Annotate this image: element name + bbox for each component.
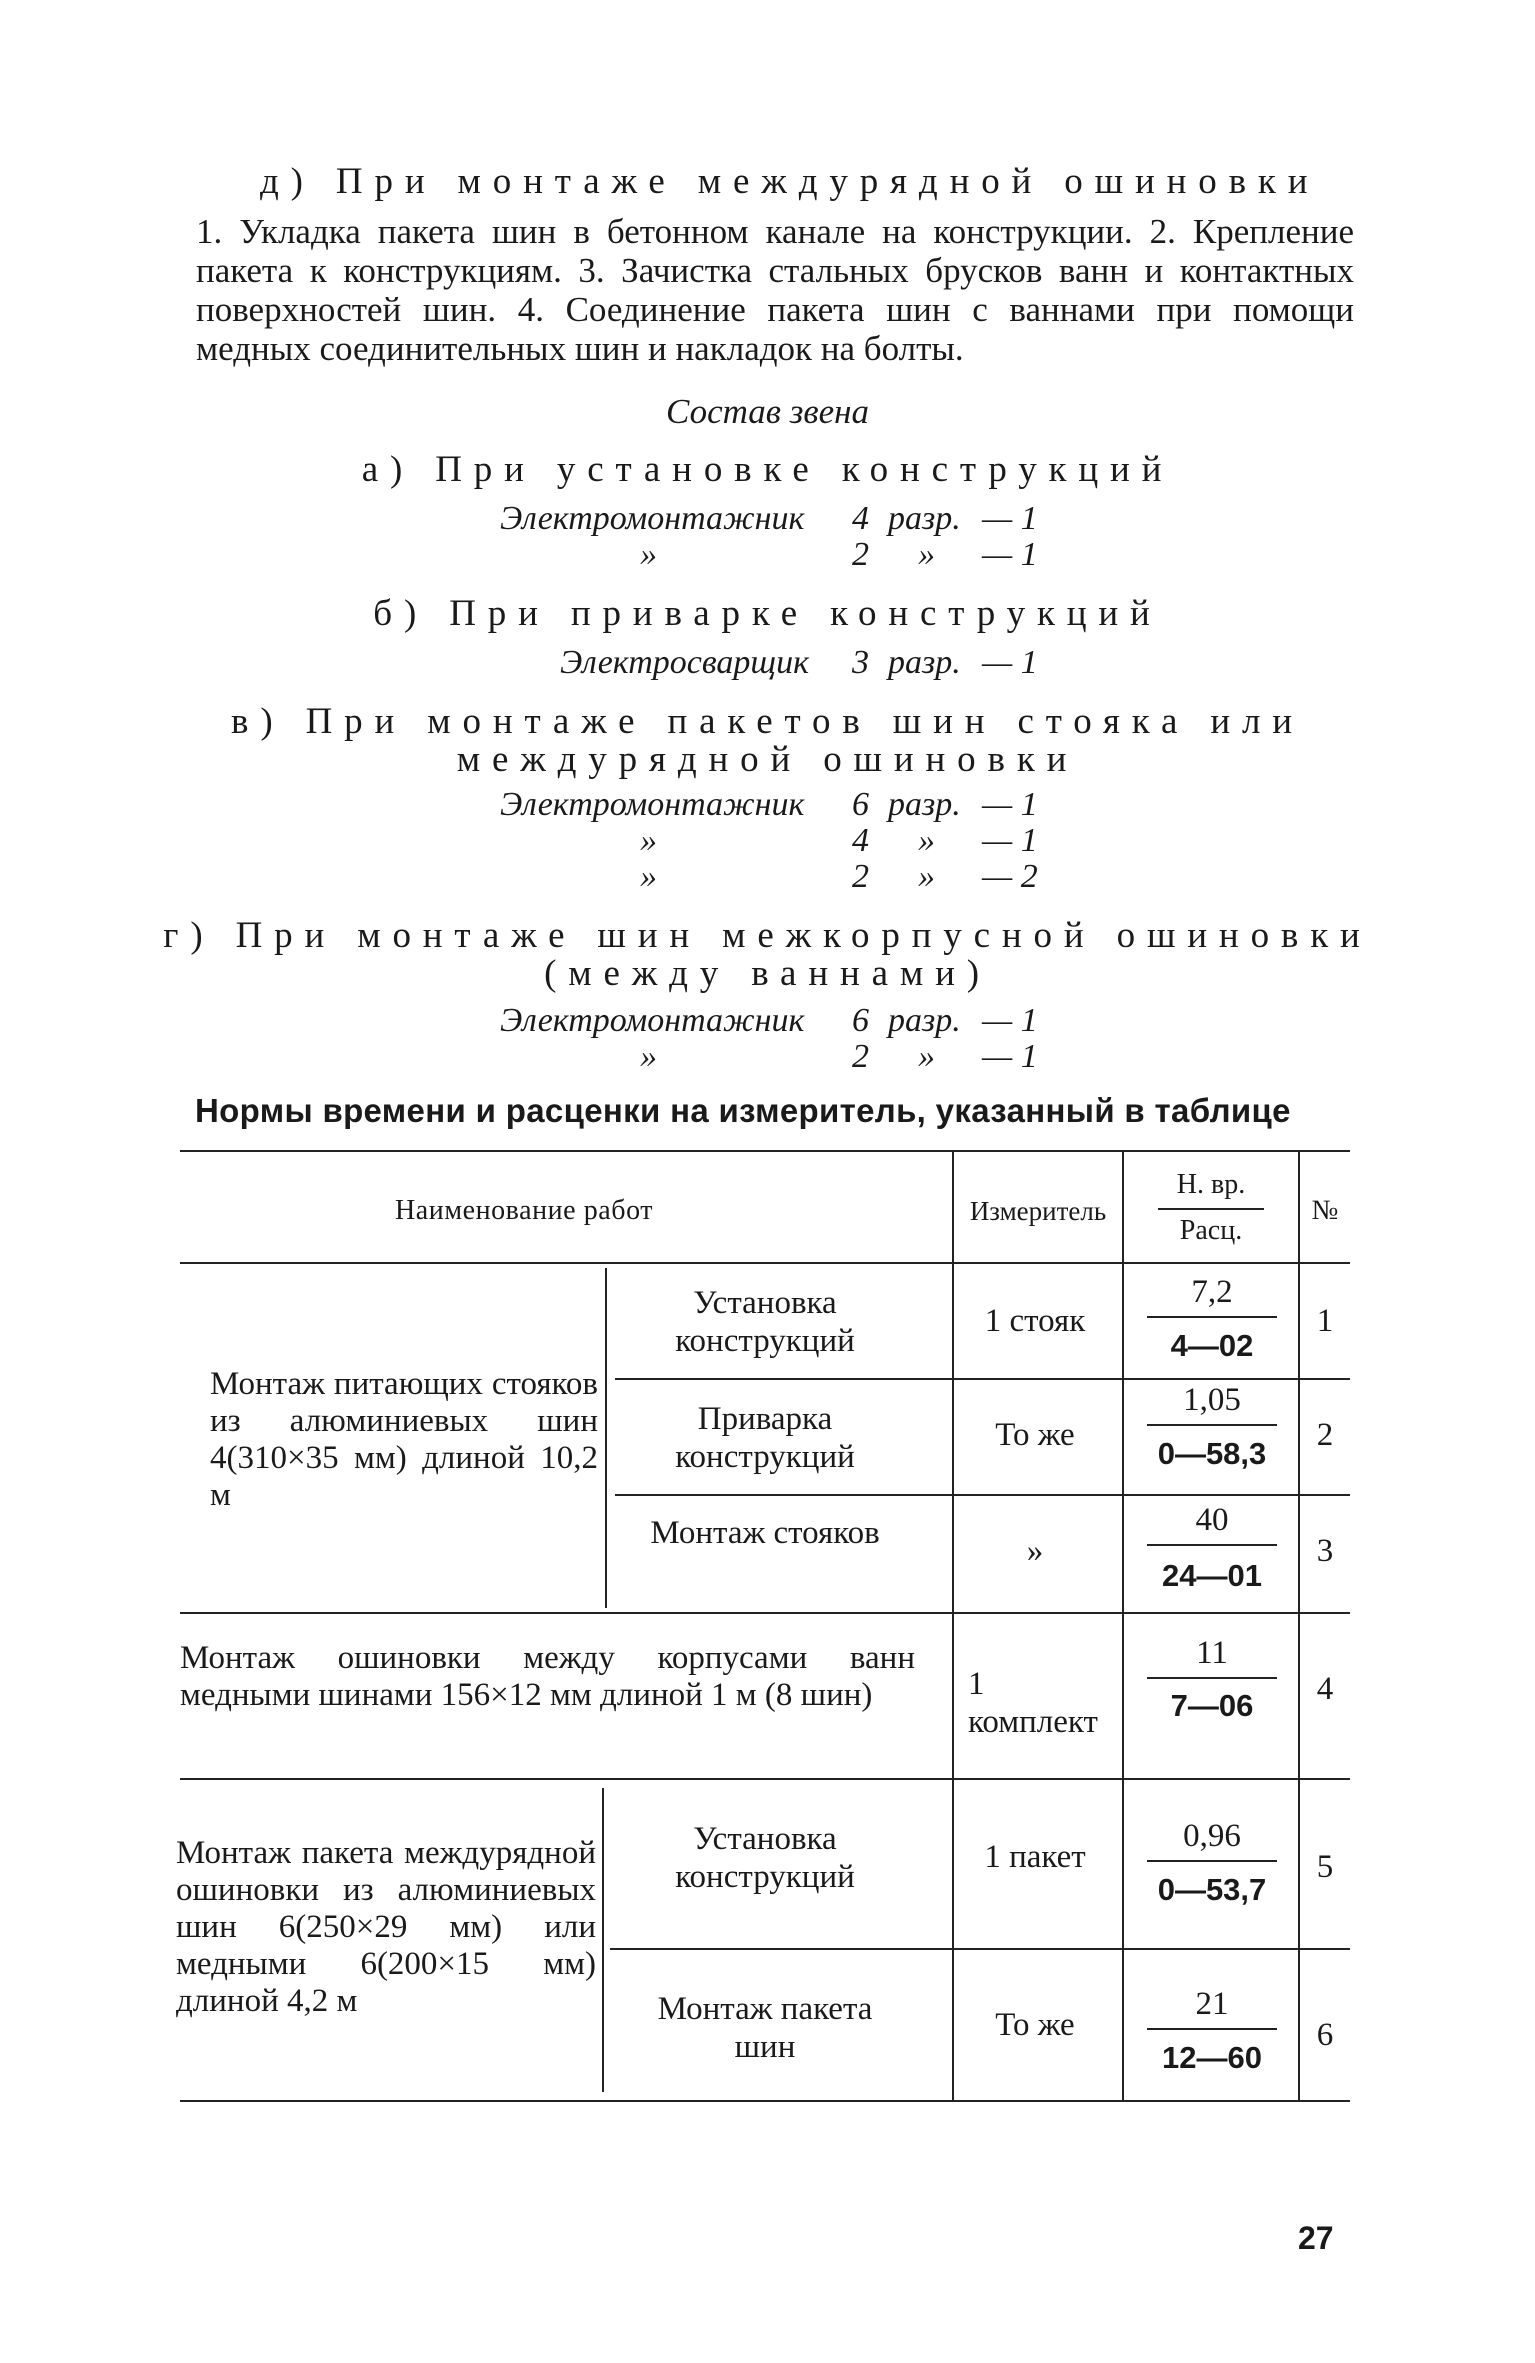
work-cell: Установка конструкций	[675, 1285, 855, 1359]
unit-cell: То же	[995, 1417, 1075, 1453]
price-value: 12—60	[1162, 2040, 1262, 2075]
unit-cell: 1 пакет	[984, 1839, 1086, 1875]
crew-group-b-heading: б) При приварке конструкций	[373, 593, 1162, 634]
norm-value: 7,2	[1191, 1274, 1233, 1310]
price-value: 0—58,3	[1157, 1436, 1267, 1471]
col-divider	[1298, 1150, 1300, 2102]
crew-line: » 2 » — 1	[640, 536, 1038, 573]
table-heading: Нормы времени и расценки на измеритель, указанный в таблице	[195, 1092, 1291, 1129]
header-unit: Измеритель	[969, 1196, 1107, 1226]
crew-title: Состав звена	[665, 392, 869, 431]
norm-value: 1,05	[1183, 1382, 1241, 1418]
group-name: Монтаж пакета междурядной ошиновки из алюминиевых шин 6(250×29 мм) или медными 6(200×15 мм) длиной 4,2 м	[176, 1835, 596, 2019]
unit-cell: 1 стояк	[984, 1303, 1086, 1339]
unit-cell: 1 комплект	[968, 1666, 1098, 1740]
row-rule	[610, 1948, 1350, 1950]
work-cell: Монтаж стояков	[650, 1515, 880, 1551]
header-name: Наименование работ	[395, 1195, 654, 1226]
price-value: 24—01	[1162, 1558, 1262, 1593]
norm-value: 11	[1196, 1635, 1228, 1671]
crew-group-g-heading: г) При монтаже шин межкорпусной ошиновки	[163, 915, 1372, 956]
price-value: 0—53,7	[1157, 1872, 1267, 1907]
crew-group-v-heading-cont: междурядной ошиновки	[456, 739, 1079, 780]
row-rule	[615, 1494, 1350, 1496]
work-cell: Установка конструкций	[675, 1821, 855, 1895]
crew-line: » 2 » — 2	[640, 858, 1038, 895]
row-rule	[615, 1378, 1350, 1380]
crew-line: » 2 » — 1	[640, 1038, 1038, 1075]
group-name: Монтаж ошиновки между корпусами ванн медными шинами 156×12 мм длиной 1 м (8 шин)	[180, 1640, 915, 1713]
table-bottom-rule	[180, 2100, 1350, 2102]
header-norm: Н. вр.	[1176, 1169, 1246, 1200]
fraction-bar	[1147, 1316, 1277, 1318]
crew-line: Электромонтажник 6 разр. — 1	[500, 1002, 1038, 1039]
row-number: 2	[1316, 1417, 1334, 1453]
crew-line: » 4 » — 1	[640, 822, 1038, 859]
fraction-bar	[1147, 1544, 1277, 1546]
fraction-bar	[1147, 1860, 1277, 1862]
row-number: 3	[1316, 1533, 1334, 1569]
row-number: 5	[1316, 1849, 1334, 1885]
col-divider	[952, 1150, 954, 2102]
table-header-rule	[180, 1262, 1350, 1264]
header-price: Расц.	[1179, 1215, 1243, 1246]
col-divider	[602, 1788, 604, 2092]
unit-cell: То же	[995, 2007, 1075, 2043]
row-rule	[180, 1612, 1350, 1614]
col-divider	[605, 1268, 607, 1608]
section-d-body: 1. Укладка пакета шин в бетонном канале на конструкции. 2. Крепление пакета к конструкциям. 3. Зачистка стальных брусков ванн и контактных поверхностей шин. 4. Соединение пакета шин с ваннами при помощи медных соединительных шин и накладок на болты.	[196, 212, 1354, 368]
page-number: 27	[1298, 2220, 1334, 2256]
row-number: 1	[1316, 1303, 1334, 1339]
row-number: 4	[1316, 1671, 1334, 1707]
table-top-rule	[180, 1150, 1350, 1152]
price-value: 7—06	[1170, 1688, 1254, 1723]
col-divider	[1122, 1150, 1124, 2102]
crew-group-v-heading: в) При монтаже пакетов шин стояка или	[231, 701, 1304, 742]
row-number: 6	[1316, 2017, 1334, 2053]
fraction-bar	[1147, 2028, 1277, 2030]
fraction-bar	[1147, 1677, 1277, 1679]
section-d-title: д) При монтаже междурядной ошиновки	[260, 161, 1320, 202]
row-rule	[180, 1778, 1350, 1780]
crew-group-g-heading-cont: (между ваннами)	[544, 953, 991, 994]
header-num: №	[1311, 1195, 1339, 1226]
crew-group-a-heading: а) При установке конструкций	[361, 449, 1174, 490]
unit-cell: »	[1026, 1533, 1044, 1569]
fraction-bar	[1147, 1424, 1277, 1426]
crew-line: Электромонтажник 6 разр. — 1	[500, 786, 1038, 823]
group-name: Монтаж питающих стояков из алюминиевых шин 4(310×35 мм) длиной 10,2 м	[210, 1366, 598, 1513]
norm-value: 21	[1195, 1986, 1229, 2022]
header-fraction-bar	[1158, 1208, 1264, 1210]
work-cell: Приварка конструкций	[675, 1401, 855, 1475]
norm-value: 40	[1195, 1502, 1229, 1538]
work-cell: Монтаж пакета шин	[657, 1991, 873, 2065]
price-value: 4—02	[1170, 1328, 1254, 1363]
crew-line: Электромонтажник 4 разр. — 1	[500, 500, 1038, 537]
crew-line: Электросварщик 3 разр. — 1	[560, 644, 1038, 681]
norm-value: 0,96	[1183, 1818, 1241, 1854]
